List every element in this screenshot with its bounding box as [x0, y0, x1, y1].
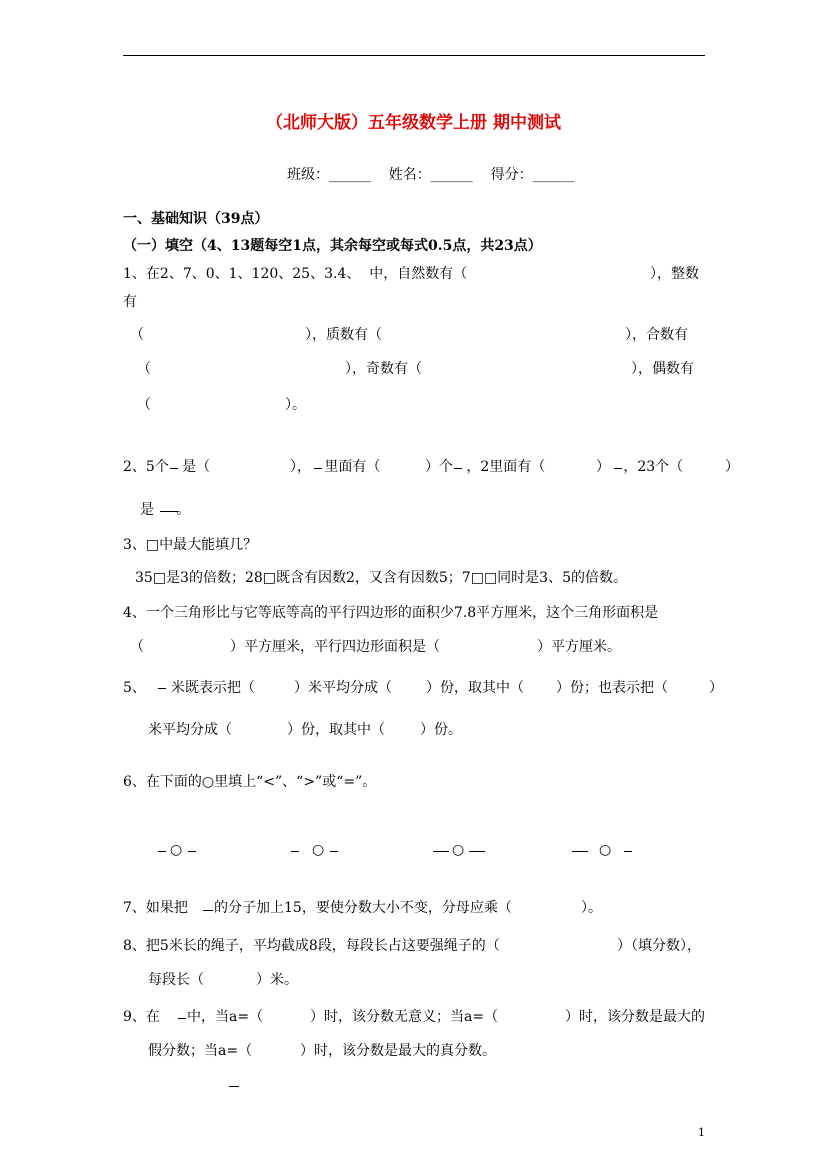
student-info-line: 班级：______ 姓名：______ 得分：______ [287, 167, 575, 183]
q1-text: ），整数 [650, 266, 699, 282]
q5-text: ）份，取其中（ [426, 680, 524, 696]
fraction-bar [433, 851, 449, 852]
q5-text: ）份；也表示把（ [556, 680, 668, 696]
page-title: （北师大版）五年级数学上册 期中测试 [266, 113, 561, 133]
q8-text: 8、把5米长的绳子，平均截成8段，每段长占这要强绳子的（ [123, 938, 500, 954]
q5-text: 5、 [123, 680, 146, 696]
fraction-bar [330, 851, 338, 852]
q1-text: ），质数有（ [305, 327, 382, 343]
q4-text: ）平方厘米。 [537, 639, 621, 655]
q5-text: ）米平均分成（ [294, 680, 392, 696]
fraction-bar [572, 851, 588, 852]
fraction-bar [178, 1018, 186, 1019]
q9-text: ）时，该分数是最大的 [565, 1009, 705, 1025]
fraction-bar [170, 468, 178, 469]
subsection-heading: （一）填空（4、13题每空1点，其余每空或每式0.5点，共23点） [123, 238, 542, 254]
fraction-bar [314, 468, 322, 469]
q1-text: ）。 [285, 397, 306, 413]
q5-text: ）份，取其中（ [287, 722, 385, 738]
q1-text: （ [137, 361, 151, 377]
page-number: 1 [698, 1126, 705, 1139]
q1-text: （ [130, 327, 144, 343]
fraction-bar [229, 1086, 239, 1087]
q5-text: ） [709, 680, 723, 696]
fraction-bar [454, 468, 462, 469]
q8-text: 每段长（ [148, 972, 204, 988]
q3-text: 3、□中最大能填几？ [123, 537, 258, 553]
fraction-bar [624, 851, 632, 852]
q3-text: 35□是3的倍数；28□既含有因数2，又含有因数5；7□□同时是3、5的倍数。 [135, 570, 627, 586]
q7-text: 的分子加上15，要使分数大小不变，分母应乘（ [214, 900, 512, 916]
fraction-bar [203, 910, 213, 911]
q9-text: 中，当a=（ [187, 1009, 264, 1025]
fraction-bar [469, 851, 485, 852]
q7-text: ）。 [581, 900, 602, 916]
q5-text: 米既表示把（ [171, 680, 255, 696]
q2-text: 是 。 [140, 502, 191, 518]
q1-text: ），偶数有 [631, 361, 694, 377]
q2-text: ） [725, 459, 739, 475]
q7-text: 7、如果把 [123, 900, 188, 916]
q2-text: ） ，23个（ [596, 459, 684, 475]
compare-circle[interactable]: ○ [170, 842, 183, 858]
q6-text: 6、在下面的○里填上“<”、“>”或“=”。 [123, 774, 377, 790]
header-rule [123, 55, 705, 56]
q4-text: ）平方厘米，平行四边形面积是（ [230, 639, 440, 655]
q9-text: 9、在 [123, 1009, 160, 1025]
compare-circle[interactable]: ○ [312, 842, 325, 858]
q1-text: ），合数有 [625, 327, 688, 343]
q1-text: 有 [123, 294, 137, 310]
fraction-bar [188, 851, 196, 852]
q9-text: ）时，该分数无意义；当a=（ [310, 1009, 499, 1025]
q5-text: ）份。 [420, 722, 462, 738]
q4-text: 4、一个三角形比与它等底等高的平行四边形的面积少7.8平方厘米，这个三角形面积是 [123, 605, 659, 621]
fraction-bar [614, 468, 622, 469]
q9-text: 假分数；当a=（ [148, 1043, 253, 1059]
q8-text: ）米。 [256, 972, 298, 988]
fraction-bar [158, 688, 166, 689]
q2-text: ）个 ，2里面有（ [425, 459, 546, 475]
fraction-bar [291, 851, 299, 852]
q9-text: ）时，该分数是最大的真分数。 [300, 1043, 496, 1059]
section-heading: 一、基础知识（39点） [123, 211, 269, 227]
q1-text: ），奇数有（ [345, 361, 422, 377]
q4-text: （ [130, 639, 144, 655]
q1-text: 1、在2、7、0、1、120、25、3.4、 中，自然数有（ [123, 266, 468, 282]
fraction-bar [160, 511, 178, 512]
q2-text: ）， 里面有（ [290, 459, 381, 475]
q5-text: 米平均分成（ [148, 722, 232, 738]
compare-circle[interactable]: ○ [452, 842, 465, 858]
q1-text: （ [137, 397, 151, 413]
fraction-bar [158, 851, 166, 852]
compare-circle[interactable]: ○ [599, 842, 612, 858]
q8-text: ）（填分数）， [617, 938, 701, 954]
q2-text: 2、5个 是（ [123, 459, 211, 475]
